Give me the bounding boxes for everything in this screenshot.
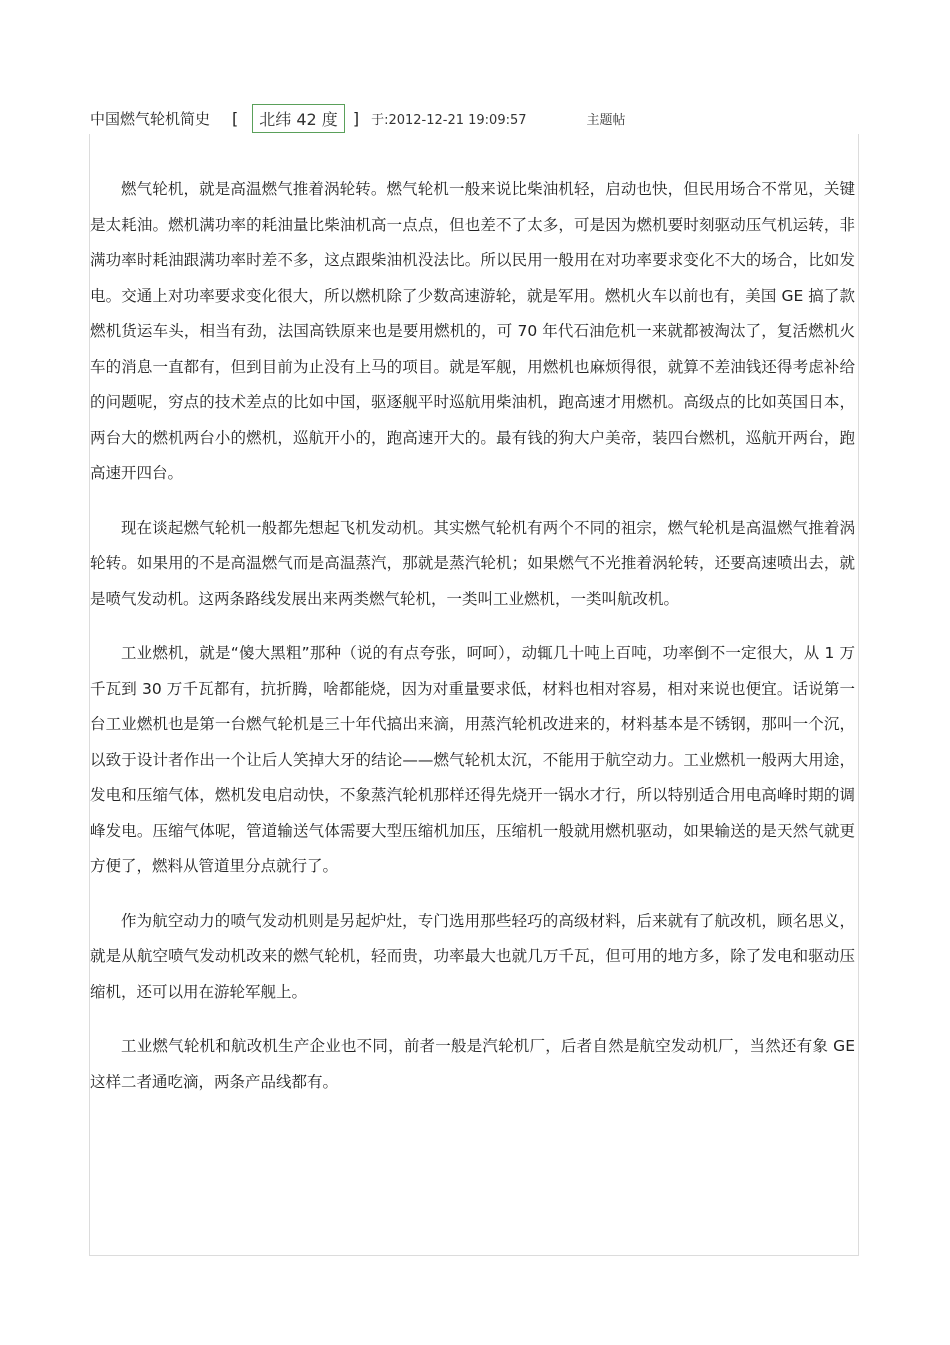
bracket-open: [ <box>232 108 239 128</box>
paragraph-5: 工业燃气轮机和航改机生产企业也不同，前者一般是汽轮机厂，后者自然是航空发动机厂，当然还有象 GE 这样二者通吃滴，两条产品线都有。 <box>90 1037 855 1091</box>
paragraph-1: 燃气轮机，就是高温燃气推着涡轮转。燃气轮机一般来说比柴油机轻，启动也快，但民用场合不常见，关键是太耗油。燃机满功率的耗油量比柴油机高一点点，但也差不了太多，可是因为燃机要时刻驱动压气机运转，非满功率时耗油跟满功率时差不多，这点跟柴油机没法比。所以民用一般用在对功率要求变化不大的场合，比如发电。交通上对功率要求变化很大，所以燃机除了少数高速游轮，就是军用。燃机火车以前也有，美国 GE 搞了款燃机货运车头，相当有劲，法国高铁原来也是要用燃机的，可 70 年代石油危机一来就都被淘汰了，复活燃机火车的消息一直都有，但到目前为止没有上马的项目。就是军舰，用燃机也麻烦得很，就算不差油钱还得考虑补给的问题呢，穷点的技术差点的比如中国，驱逐舰平时巡航用柴油机，跑高速才用燃机。高级点的比如英国日本，两台大的燃机两台小的燃机，巡航开小的，跑高速开大的。最有钱的狗大户美帝，装四台燃机，巡航开两台，跑高速开四台。 <box>90 180 855 482</box>
paragraph-3: 工业燃机，就是“傻大黑粗”那种（说的有点夸张，呵呵），动辄几十吨上百吨，功率倒不一定很大，从 1 万千瓦到 30 万千瓦都有，抗折腾，啥都能烧，因为对重量要求低，材料也相对容易，相对来说也便宜。话说第一台工业燃机也是第一台燃气轮机是三十年代搞出来滴，用蒸汽轮机改进来的，材料基本是不锈钢，那叫一个沉，以致于设计者作出一个让后人笑掉大牙的结论——燃气轮机太沉，不能用于航空动力。工业燃机一般两大用途，发电和压缩气体，燃机发电启动快，不象蒸汽轮机那样还得先烧开一锅水才行，所以特别适合用电高峰时期的调峰发电。压缩气体呢，管道输送气体需要大型压缩机加压，压缩机一般就用燃机驱动，如果输送的是天然气就更方便了，燃料从管道里分点就行了。 <box>90 644 855 875</box>
paragraph-2: 现在谈起燃气轮机一般都先想起飞机发动机。其实燃气轮机有两个不同的祖宗，燃气轮机是高温燃气推着涡轮转。如果用的不是高温燃气而是高温蒸汽，那就是蒸汽轮机；如果燃气不光推着涡轮转，还要高速喷出去，就是喷气发动机。这两条路线发展出来两类燃气轮机，一类叫工业燃机，一类叫航改机。 <box>90 518 855 608</box>
post-type-label: 主题帖 <box>586 112 626 128</box>
post-title: 中国燃气轮机简史 <box>90 109 211 128</box>
author-link[interactable]: 北纬 42 度 <box>252 104 345 133</box>
post-header <box>90 103 870 133</box>
post-body <box>90 172 855 1119</box>
paragraph-4: 作为航空动力的喷气发动机则是另起炉灶，专门选用那些轻巧的高级材料，后来就有了航改机，顾名思义，就是从航空喷气发动机改来的燃气轮机，轻而贵，功率最大也就几万千瓦，但可用的地方多，除了发电和驱动压缩机，还可以用在游轮军舰上。 <box>90 911 855 1001</box>
post-timestamp: 于:2012-12-21 19:09:57 <box>371 112 527 128</box>
bracket-close: ] <box>352 108 360 128</box>
